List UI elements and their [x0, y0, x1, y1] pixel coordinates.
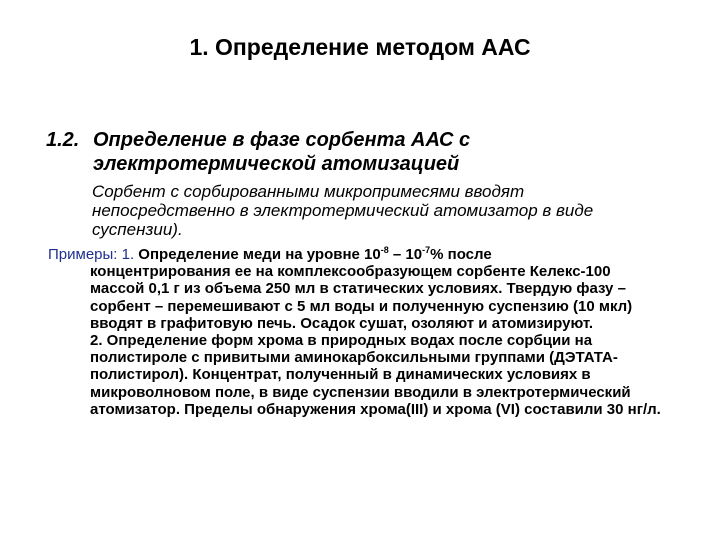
exponent-2: -7	[422, 245, 431, 255]
example1-number: 1.	[121, 246, 135, 263]
example2-text: 2. Определение форм хрома в природных водах после сорбции на полистироле с привитыми аминокарбоксильными группами (ДЭТАТА-полистирол). Концентрат, полученный в динамических условиях в микроволновом поле, в виде суспензии вводили в электротермический атомизатор. Пределы обнаружения хрома(III) и хрома (VI) составили 30 нг/л.	[90, 332, 661, 418]
example1-body: концентрирования ее на комплексообразующем сорбенте Келекс-100 массой 0,1 г из объема 250 мл в статических условиях. Твердую фазу – сорбент – перемешивают с 5 мл воды и полученную суспензию (10 мкл) вводят в графитовую печь. Осадок сушат, озоляют и атомизируют.	[90, 263, 633, 332]
slide-title: 1. Определение методом ААС	[189, 34, 531, 60]
examples-block	[48, 242, 668, 418]
section-number: 1.2.	[46, 129, 80, 151]
section-description: Сорбент с сорбированными микропримесями вводят непосредственно в электротермический атомизатор в виде суспензии).	[92, 182, 594, 239]
example1-heading: Примеры: 1. Определение меди на уровне $10^{-8} - 10^{-7}\%$ после	[48, 245, 492, 263]
section-heading	[46, 128, 666, 176]
examples-label: Примеры	[48, 246, 114, 263]
exponent-1: -8	[380, 245, 389, 255]
section-heading-line2: электротермической атомизацией	[93, 153, 460, 175]
section-heading-line1: Определение в фазе сорбента ААС с	[93, 129, 471, 151]
